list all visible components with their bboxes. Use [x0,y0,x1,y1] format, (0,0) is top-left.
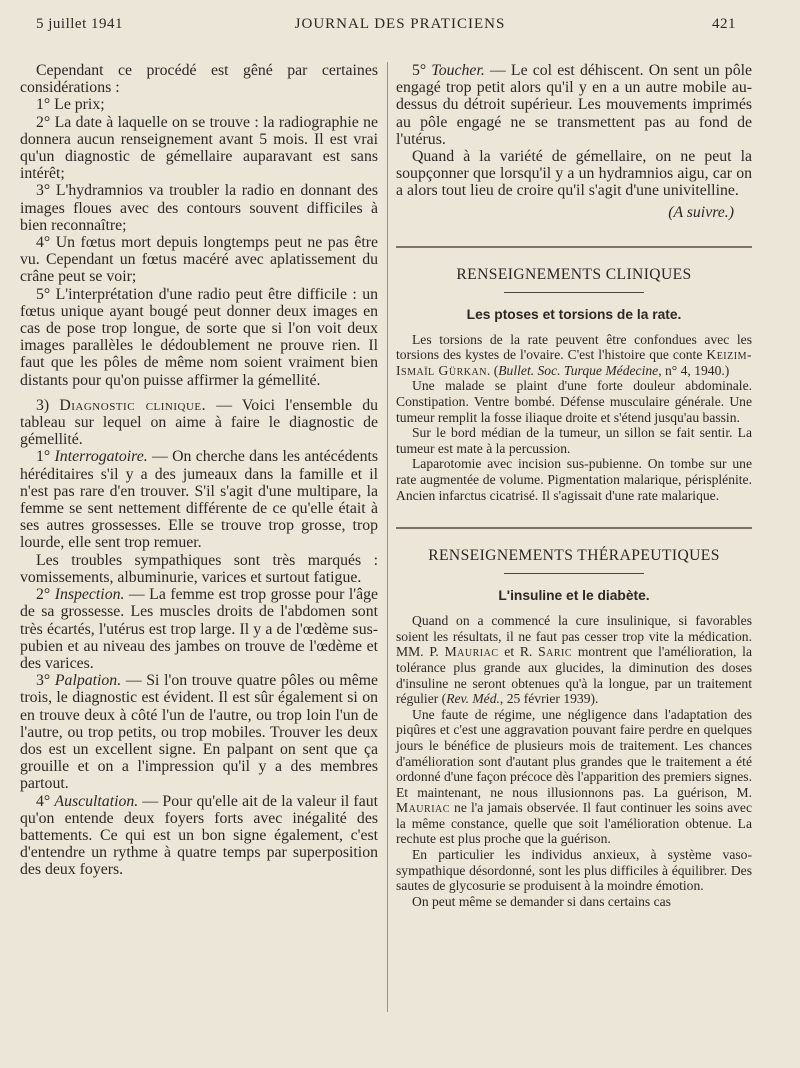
issue-date: 5 juillet 1941 [36,16,123,32]
paragraph-text: Une faute de régime, une négligence dans l'adaptation des piqûres et c'est une aggravation pouvant faire perdre en quelques jours le bénéfice de plusieurs mois de traitement. Les chances d'amélioration sont d'autant plus grandes que le traitement a été ordonné d'une façon précoce dès l'apparition des premiers signes. Et maintenant, ne nous illusionnons pas. La guérison, M. [396,706,752,800]
section-separator [396,527,752,529]
title-rule [504,292,644,293]
paragraph-text: montrent que l'amélioration, la tolérance plus grande aux glucides, la diminution des doses d'insuline ne seront obtenues qu'à la longue, par un traitement régulier ( [396,644,752,707]
item-number: 2° [36,586,51,604]
paragraph: 4° Un fœtus mort depuis longtemps peut ne pas être vu. Cependant un fœtus macéré avec aplatissement du crâne peut se voir; [20,234,378,286]
item-number: 1° [36,448,51,466]
to-be-continued: (A suivre.) [668,203,734,221]
paragraph: En particulier les individus anxieux, à système vaso-sympathique désordonné, sont les plus difficiles à équilibrer. Des sautes de glycosurie se produisent à la moindre émotion. [396,847,752,894]
paragraph: Sur le bord médian de la tumeur, un sillon se fait sentir. La tumeur est mate à la percussion. [396,425,752,456]
paragraph-text: et R. [498,644,539,660]
item-number: 5° [412,62,427,79]
paragraph [20,586,378,672]
paragraph-text: ne l'a jamais observée. Il faut continuer les soins avec la même constance, quelle que soit l'amélioration obtenue. La rechute est plus proche que la guérison. [396,800,752,847]
paragraph-text: — On cherche dans les antécédents héréditaires s'il y a des jumeaux dans la famille et il n'est pas rare d'en trouver. S'il s'agit d'une multipare, la femme se sent nettement différente de ce qu'elle était à ses autres grossesses. Elle se trouve trop grosse, trop lourde, elle sent trop remuer. [20,448,378,552]
paragraph [396,707,752,847]
paragraph-text: — Pour qu'elle ait de la valeur il faut qu'on entende deux foyers forts avec inégalité des battements. Ce qui est un bon signe également, c'est d'entendre un rythme à quatre temps par superposition des deux foyers. [20,792,378,879]
section-title: RENSEIGNEMENTS THÉRAPEUTIQUES [428,547,720,565]
paragraph: 5° L'interprétation d'une radio peut être difficile : un fœtus unique ayant bougé peut donner deux images en cas de pose trop longue, de sorte que si l'on voit deux images parallèles le dédoublement ne prouve rien. Il faut que les pôles de même nom soient vraiment bien distants pour qu'on puisse affirmer la gémellité. [20,285,378,389]
subheading: Palpation. [54,672,122,690]
item-number: 3) [36,396,50,414]
subheading: Interrogatoire. [54,448,148,466]
paragraph [396,332,752,379]
paragraph-text: , 25 février 1939). [499,691,599,707]
paragraph [396,613,752,707]
paragraph-text: — Voici l'ensemble du tableau sur lequel on aime à faire le diagnostic de gémellité. [20,396,378,449]
running-header [0,16,800,38]
subheading: Toucher. [431,62,485,79]
journal-title: JOURNAL DES PRATICIENS [294,16,506,32]
paragraph: Cependant ce procédé est gêné par certaines considérations : [20,62,378,97]
paragraph [20,448,378,551]
paragraph: Une malade se plaint d'une forte douleur abdominale. Constipation. Ventre bombé. Défense musculaire générale. Une tumeur remplit la fosse iliaque droite et s'étend jusqu'au bassin. [396,378,752,425]
paragraph: 2° La date à laquelle on se trouve : la radiographie ne donnera aucun renseignement avant 5 mois. Il est vrai qu'un diagnostic de gémellaire auparavant est sans intérêt; [20,113,378,183]
paragraph: Laparotomie avec incision sus-pubienne. On tombe sur une rate augmentée de volume. Pigmentation malarique, périsplénite. Ancien infarctus cicatrisé. Il s'agissait d'une rate malarique. [396,456,752,503]
left-column [20,62,378,879]
article-title: Les ptoses et torsions de la rate. [466,306,682,322]
subheading: Diagnostic clinique. [59,396,207,414]
paragraph: Les troubles sympathiques sont très marqués : vomissements, albuminurie, varices et surtout fatigue. [20,551,378,586]
author-name: Mauriac [396,800,450,816]
subheading: Inspection. [54,586,125,604]
paragraph-text: — La femme est trop grosse pour l'âge de sa grossesse. Les muscles droits de l'abdomen sont très écartés, l'utérus est trop large. Il y a de l'œdème sus-pubien et au niveau des jambes on trouve de l'œdème et des varices. [20,586,378,672]
author-name: Mauriac [444,644,499,660]
page-number: 421 [712,16,736,32]
paragraph-text: . ( [486,362,499,378]
article-title: L'insuline et le diabète. [498,588,650,604]
paragraph: On peut même se demander si dans certains cas [412,893,671,909]
citation: Bullet. Soc. Turque Médecine [498,362,659,378]
paragraph [396,62,752,148]
paragraph-text: Les torsions de la rate peuvent être confondues avec les torsions des kystes de l'ovaire. C'est l'histoire que conte [396,331,752,363]
paragraph [20,397,378,449]
paragraph [20,672,378,792]
item-number: 4° [36,792,51,810]
paragraph: 3° L'hydramnios va troubler la radio en donnant des images floues avec des contours souvent difficiles à bien reconnaître; [20,182,378,234]
paragraph-text: Quand on a commencé la cure insulinique, si favorables soient les résultats, il ne faut pas cesser trop vite la médication. MM. P. [396,613,752,660]
subheading: Auscultation. [54,792,139,810]
paragraph-text: , n° 4, 1940.) [658,362,730,378]
author-name: Keizim-Ismaïl Gürkan [396,347,752,378]
paragraph: Quand à la variété de gémellaire, on ne peut la soupçonner que lorsqu'il y a un hydramnios aigu, car on a alors tout lieu de croire qu'il s'agit d'une univitelline. [396,148,752,200]
section-title: RENSEIGNEMENTS CLINIQUES [456,265,692,283]
paragraph [20,793,378,879]
right-column [396,62,752,909]
title-rule [504,573,644,574]
paragraph-text: — Le col est déhiscent. On sent un pôle engagé trop petit alors qu'il y en a un autre mobile au-dessus du détroit supérieur. Les mouvements imprimés au pôle engagé ne se transmettent pas au fond de l'utérus. [396,62,752,148]
item-number: 3° [36,672,51,690]
author-name: Saric [538,644,573,660]
paragraph-text: — Si l'on trouve quatre pôles ou même trois, le diagnostic est évident. Il est sûr également si on en trouve deux à côté l'un de l'autre, ou trop loin l'un de l'autre, ou trop petits, ou trop mobiles. Trouver les deux dos est un excellent signe. En palpant on sent que ça grouille et on a l'impression qu'il y a des membres partout. [20,672,378,793]
column-divider [387,62,388,1012]
section-separator [396,246,752,248]
citation: Rev. Méd. [446,691,500,707]
paragraph: 1° Le prix; [36,96,105,114]
